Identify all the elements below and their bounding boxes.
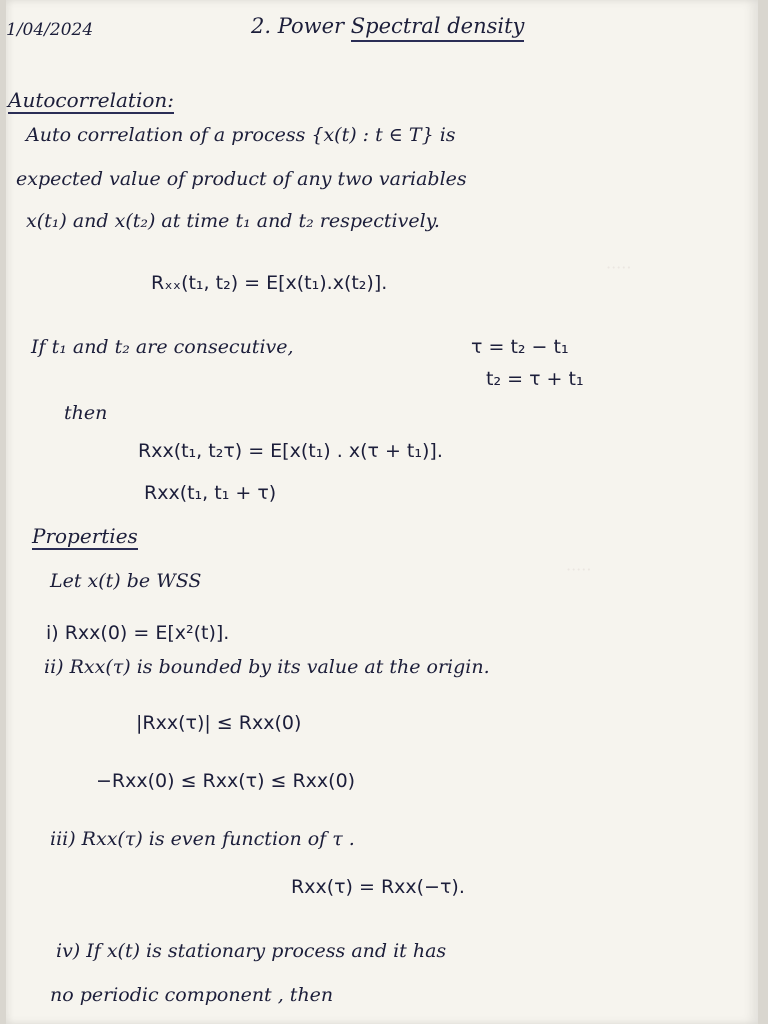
title-number: 2. — [251, 14, 272, 38]
property-4-line-1: iv) If x(t) is stationary process and it has — [56, 940, 447, 962]
property-4-line-2: no periodic component , then — [50, 984, 334, 1006]
property-2-equation-2: −Rxx(0) ≤ Rxx(τ) ≤ Rxx(0) — [96, 770, 356, 792]
bleed-through-text: ····· — [606, 258, 632, 277]
t2-definition: t₂ = τ + t₁ — [486, 368, 584, 390]
definition-line-3: x(t₁) and x(t₂) at time t₁ and t₂ respectively. — [26, 210, 440, 232]
property-1: i) Rxx(0) = E[x²(t)]. — [46, 622, 230, 644]
property-3: iii) Rxx(τ) is even function of τ . — [50, 828, 355, 850]
definition-line-2: expected value of product of any two variables — [16, 168, 467, 190]
bleed-through-text: ····· — [566, 560, 592, 579]
then-label: then — [64, 402, 108, 424]
title-word-power: Power — [277, 14, 345, 38]
page-title — [251, 14, 524, 38]
date: 1/04/2024 — [6, 20, 94, 40]
autocorrelation-equation: Rₓₓ(t₁, t₂) = E[x(t₁).x(t₂)]. — [151, 272, 388, 294]
property-3-equation: Rxx(τ) = Rxx(−τ). — [291, 876, 465, 898]
autocorrelation-heading: Autocorrelation: — [8, 88, 175, 112]
property-2-equation-1: |Rxx(τ)| ≤ Rxx(0) — [136, 712, 302, 734]
consecutive-equation-1: Rxx(t₁, t₂τ) = E[x(t₁) . x(τ + t₁)]. — [138, 440, 443, 462]
definition-line-1: Auto correlation of a process {x(t) : t ∈ T} is — [26, 124, 456, 146]
wss-assumption: Let x(t) be WSS — [50, 570, 202, 592]
properties-heading: Properties — [32, 524, 138, 548]
notebook-page — [6, 0, 758, 1024]
consecutive-equation-2: Rxx(t₁, t₁ + τ) — [144, 482, 277, 504]
tau-definition: τ = t₂ − t₁ — [471, 336, 569, 358]
title-underlined: Spectral density — [351, 14, 525, 42]
consecutive-line: If t₁ and t₂ are consecutive, — [31, 336, 294, 358]
property-2: ii) Rxx(τ) is bounded by its value at the origin. — [44, 656, 490, 678]
